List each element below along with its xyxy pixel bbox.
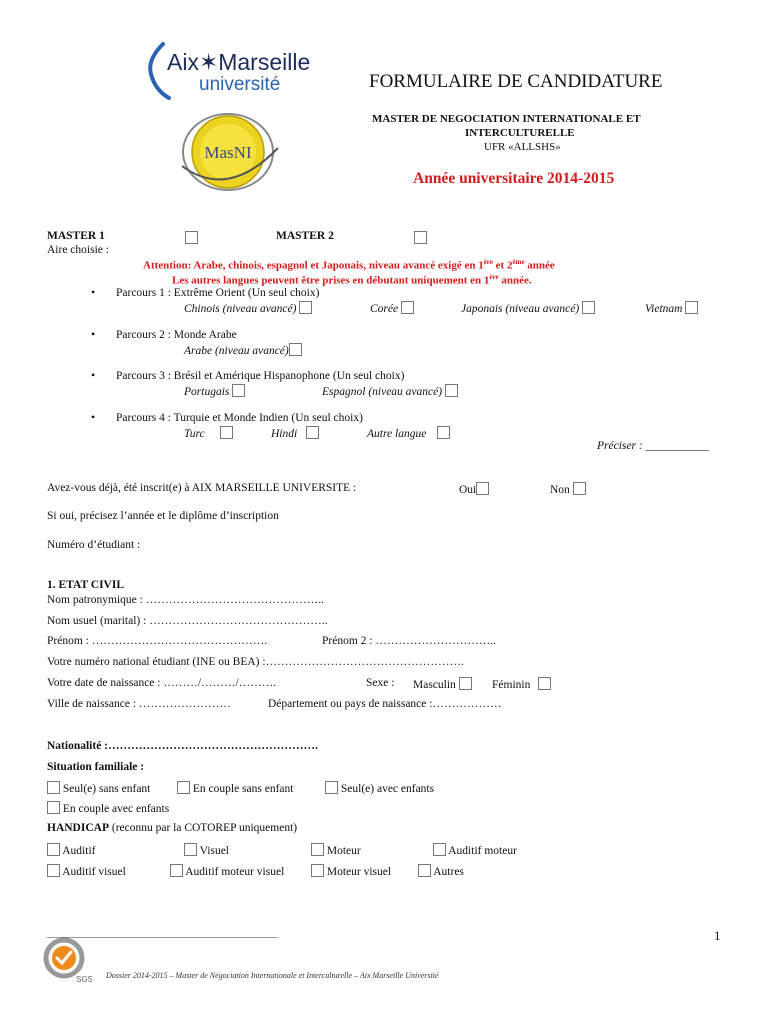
nom-usuel-field[interactable]: Nom usuel (marital) : ……………………………………….. — [47, 615, 328, 627]
numero-etudiant-label: Numéro d’étudiant : — [47, 539, 141, 551]
handicap-moteur: Moteur — [311, 843, 361, 857]
option-autre: Autre langue — [367, 426, 450, 440]
academic-year: Année universitaire 2014-2015 — [413, 170, 615, 187]
situation-seul-avec: Seul(e) avec enfants — [325, 781, 434, 795]
nom-patronymique-field[interactable]: Nom patronymique : ……………………………………….. — [47, 594, 324, 606]
situation-seul-sans: Seul(e) sans enfant — [47, 781, 150, 795]
option-coree: Corée — [370, 301, 414, 315]
date-naissance-field[interactable]: Votre date de naissance : ………/………/………. — [47, 677, 277, 689]
form-title: FORMULAIRE DE CANDIDATURE — [369, 71, 663, 92]
feminin-checkbox[interactable] — [538, 677, 551, 690]
option-espagnol: Espagnol (niveau avancé) — [322, 384, 458, 398]
aix-marseille-logo — [145, 40, 330, 102]
handicap-auditif-moteur: Auditif moteur — [433, 843, 517, 857]
japonais-checkbox[interactable] — [582, 301, 595, 314]
svg-text:Aix✶Marseille: Aix✶Marseille — [167, 49, 311, 75]
master1-checkbox[interactable] — [185, 231, 198, 244]
nationalite-field[interactable]: Nationalité :………………………………………………. — [47, 740, 318, 752]
option-vietnam: Vietnam — [645, 301, 698, 315]
option-hindi: Hindi — [271, 426, 319, 440]
svg-text:université: université — [199, 74, 281, 95]
aire-label: Aire choisie : — [47, 244, 109, 256]
autre-langue-checkbox[interactable] — [437, 426, 450, 439]
handicap-auditif: Auditif — [47, 843, 95, 857]
espagnol-checkbox[interactable] — [445, 384, 458, 397]
arabe-checkbox[interactable] — [289, 343, 302, 356]
preciser-field[interactable]: Préciser : ___________ — [597, 440, 709, 452]
svg-text:MasNI: MasNI — [204, 143, 252, 162]
prenom2-field[interactable]: Prénom 2 : ………………………….. — [322, 635, 497, 647]
footer-text: Dossier 2014-2015 – Master de Négociation Internationale et Interculturelle – Aix Marseille Université — [106, 971, 439, 980]
option-arabe: Arabe (niveau avancé) — [184, 343, 302, 357]
parcours-3-title: Parcours 3 : Brésil et Amérique Hispanophone (Un seul choix) — [116, 370, 405, 382]
master2-label: MASTER 2 — [276, 230, 334, 242]
seul-sans-enfant-checkbox[interactable] — [47, 781, 60, 794]
oui-checkbox[interactable] — [476, 482, 489, 495]
prenom-field[interactable]: Prénom : ………………………………………. — [47, 635, 268, 647]
handicap-moteur-visuel: Moteur visuel — [311, 864, 391, 878]
parcours-1-title: Parcours 1 : Extrême Orient (Un seul choix) — [116, 287, 320, 299]
autres-checkbox[interactable] — [418, 864, 431, 877]
oui-option: Oui — [459, 482, 489, 496]
footer-rule: ______________________________________________ — [47, 927, 277, 939]
parcours-4-title: Parcours 4 : Turquie et Monde Indien (Un seul choix) — [116, 412, 363, 424]
parcours-2-title: Parcours 2 : Monde Arabe — [116, 329, 237, 341]
option-turc: Turc — [184, 426, 233, 440]
auditif-moteur-visuel-checkbox[interactable] — [170, 864, 183, 877]
masculin-option: Masculin — [413, 677, 472, 691]
moteur-checkbox[interactable] — [311, 843, 324, 856]
page-number: 1 — [714, 928, 721, 943]
seul-avec-enfants-checkbox[interactable] — [325, 781, 338, 794]
program-line-1: MASTER DE NEGOCIATION INTERNATIONALE ET — [372, 113, 641, 125]
attention-line-2: Les autres langues peuvent être prises en débutant uniquement en 1ère année. — [172, 273, 532, 287]
portugais-checkbox[interactable] — [232, 384, 245, 397]
coree-checkbox[interactable] — [401, 301, 414, 314]
certification-logo — [40, 934, 92, 984]
svg-text:SGS: SGS — [76, 975, 92, 984]
attention-line-1: Attention: Arabe, chinois, espagnol et Japonais, niveau avancé exigé en 1ère et 2ème année — [143, 258, 555, 272]
option-portugais: Portugais — [184, 384, 245, 398]
situation-couple-avec: En couple avec enfants — [47, 801, 169, 815]
si-oui-label: Si oui, précisez l’année et le diplôme d’inscription — [47, 510, 279, 522]
turc-checkbox[interactable] — [220, 426, 233, 439]
handicap-auditif-moteur-visuel: Auditif moteur visuel — [170, 864, 284, 878]
bullet: • — [91, 285, 96, 299]
master2-checkbox[interactable] — [414, 231, 427, 244]
non-checkbox[interactable] — [573, 482, 586, 495]
auditif-visuel-checkbox[interactable] — [47, 864, 60, 877]
feminin-option: Féminin — [492, 677, 551, 691]
couple-sans-enfant-checkbox[interactable] — [177, 781, 190, 794]
couple-avec-enfants-checkbox[interactable] — [47, 801, 60, 814]
visuel-checkbox[interactable] — [184, 843, 197, 856]
bullet: • — [91, 410, 96, 424]
masculin-checkbox[interactable] — [459, 677, 472, 690]
departement-field[interactable]: Département ou pays de naissance :……………… — [268, 698, 502, 710]
masni-logo — [170, 108, 290, 193]
handicap-visuel: Visuel — [184, 843, 229, 857]
auditif-checkbox[interactable] — [47, 843, 60, 856]
hindi-checkbox[interactable] — [306, 426, 319, 439]
handicap-autres: Autres — [418, 864, 464, 878]
handicap-heading: HANDICAP (reconnu par la COTOREP uniquement) — [47, 822, 298, 834]
ufr-label: UFR «ALLSHS» — [484, 141, 561, 153]
moteur-visuel-checkbox[interactable] — [311, 864, 324, 877]
ville-naissance-field[interactable]: Ville de naissance : …………………… — [47, 698, 231, 710]
option-chinois: Chinois (niveau avancé) — [184, 301, 312, 315]
chinois-checkbox[interactable] — [299, 301, 312, 314]
vietnam-checkbox[interactable] — [685, 301, 698, 314]
sexe-label: Sexe : — [366, 677, 395, 689]
inscription-question: Avez-vous déjà, été inscrit(e) à AIX MARSEILLE UNIVERSITE : — [47, 482, 357, 494]
bullet: • — [91, 327, 96, 341]
bullet: • — [91, 368, 96, 382]
program-line-2: INTERCULTURELLE — [465, 127, 575, 139]
etat-civil-heading: 1. ETAT CIVIL — [47, 579, 125, 591]
situation-heading: Situation familiale : — [47, 761, 145, 773]
auditif-moteur-checkbox[interactable] — [433, 843, 446, 856]
master1-label: MASTER 1 — [47, 230, 105, 242]
situation-couple-sans: En couple sans enfant — [177, 781, 293, 795]
ine-field[interactable]: Votre numéro national étudiant (INE ou BEA) :……………………………………………. — [47, 656, 464, 668]
handicap-auditif-visuel: Auditif visuel — [47, 864, 126, 878]
non-option: Non — [550, 482, 586, 496]
option-japonais: Japonais (niveau avancé) — [461, 301, 595, 315]
